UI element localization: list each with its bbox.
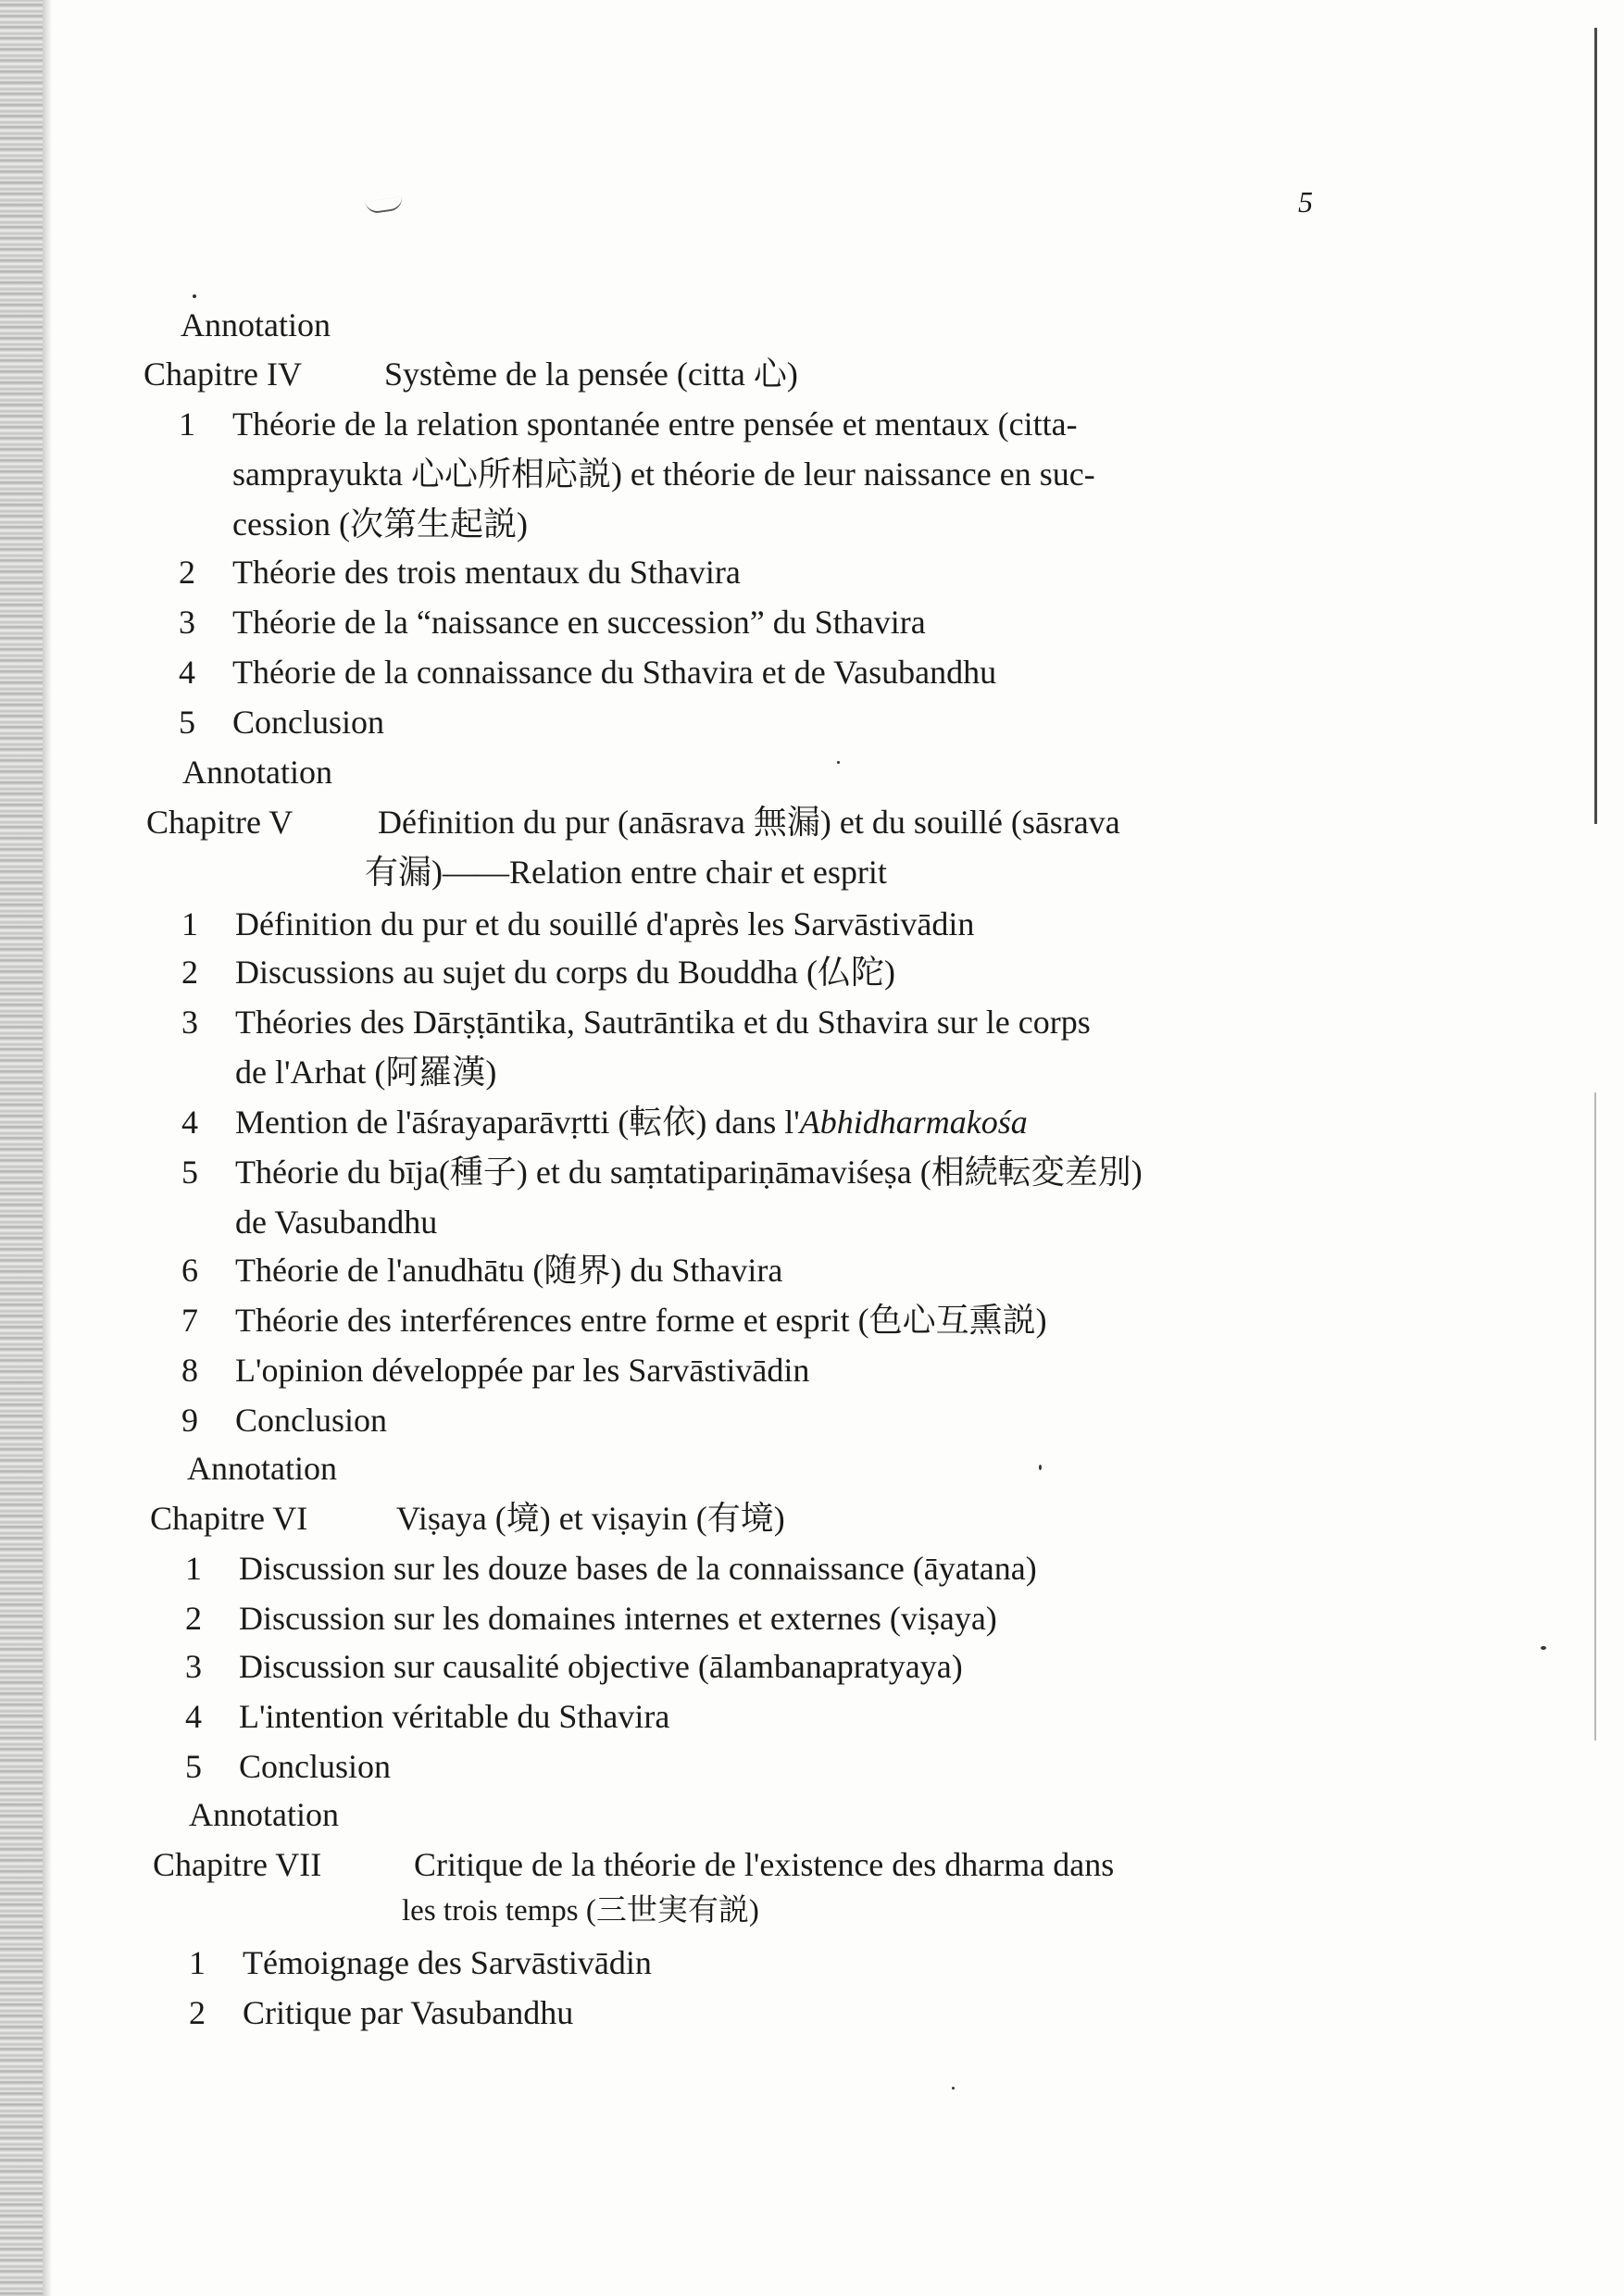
entry-number: 4 [181,1104,198,1141]
chapter-label: Chapitre V [146,804,294,841]
entry-text: Théorie du bīja(種子) et du saṃtatipariṇāmaviśeṣa (相続転変差別) [235,1154,1143,1191]
entry-text: Critique par Vasubandhu [243,1994,574,2031]
chapter-label: Chapitre IV [144,356,302,393]
entry-number: 2 [185,1600,202,1637]
chapter-heading [150,1502,785,1535]
entry-number: 3 [179,604,195,641]
entry-number: 1 [179,406,195,443]
entry-text: Théorie de la connaissance du Sthavira et de Vasubandhu [232,654,997,691]
toc-entry [179,605,926,639]
toc-entry [189,1996,573,2029]
entry-number: 3 [181,1004,198,1041]
annotation-heading: Annotation [182,754,332,791]
entry-text-continuation: cession (次第生起説) [232,505,528,543]
toc-entry [181,1304,1047,1337]
entry-number: 2 [179,554,195,591]
entry-text: Théorie de l'anudhātu (随界) du Sthavira [235,1252,783,1289]
chapter-title: Viṣaya (境) et viṣayin (有境) [396,1500,785,1537]
entry-number: 6 [181,1252,198,1289]
chapter-title-continuation: 有漏)——Relation entre chair et esprit [365,854,887,891]
entry-text: Discussions au sujet du corps du Bouddha (仏陀) [235,954,895,991]
entry-number: 4 [185,1698,202,1735]
toc-entry [181,1155,1143,1189]
entry-text-continuation: samprayukta 心心所相応説) et théorie de leur naissance en suc- [232,455,1095,493]
toc-entry [181,1354,809,1387]
chapter-label: Chapitre VI [150,1500,308,1537]
annotation-heading: Annotation [181,306,331,343]
toc-entry [185,1602,997,1635]
toc-entry [181,907,974,941]
entry-number: 5 [185,1748,202,1785]
annotation-heading: Annotation [189,1796,339,1833]
entry-number: 5 [181,1154,198,1191]
entry-text: Définition du pur et du souillé d'après les Sarvāstivādin [235,905,975,942]
chapter-title: Définition du pur (anāsrava 無漏) et du souillé (sāsrava [378,804,1120,841]
entry-text: Discussion sur les douze bases de la connaissance (āyatana) [239,1550,1037,1587]
toc-entry [179,705,384,739]
entry-number: 5 [179,704,195,741]
annotation-heading: Annotation [187,1450,337,1487]
entry-number: 4 [179,654,195,691]
toc-entry [181,1254,782,1287]
toc-entry [181,1404,387,1437]
chapter-title: Critique de la théorie de l'existence des dharma dans [414,1846,1115,1883]
entry-number: 1 [185,1550,202,1587]
toc-entry [185,1552,1037,1585]
entry-text: Théorie de la relation spontanée entre pensée et mentaux (citta- [232,406,1078,443]
chapter-heading [144,357,798,391]
entry-text: Théories des Dārṣṭāntika, Sautrāntika et du Sthavira sur le corps [235,1004,1091,1041]
entry-number: 2 [189,1994,206,2031]
entry-number: 7 [181,1302,198,1339]
entry-number: 8 [181,1352,198,1389]
entry-number: 2 [181,954,198,991]
chapter-heading [146,805,1120,839]
entry-text: L'intention véritable du Sthavira [239,1698,670,1735]
toc-entry [179,407,1078,441]
page-number: 5 [1298,185,1313,218]
entry-number: 1 [181,905,198,942]
toc-entry [181,955,895,989]
toc-entry [181,1005,1091,1039]
toc-entry [185,1750,391,1783]
entry-text: Théorie de la “naissance en succession” du Sthavira [232,604,926,641]
entry-text: Théorie des interférences entre forme et esprit (色心互熏説) [235,1302,1047,1339]
toc-entry [179,555,741,589]
chapter-heading [153,1848,1114,1881]
toc-entry [179,655,996,689]
entry-text-continuation: de Vasubandhu [235,1204,438,1241]
entry-text: Témoignage des Sarvāstivādin [243,1944,652,1981]
entry-text: Discussion sur causalité objective (ālambanapratyaya) [239,1648,963,1685]
entry-text: Conclusion [239,1748,392,1785]
entry-number: 9 [181,1402,198,1439]
chapter-label: Chapitre VII [153,1846,322,1883]
entry-text: L'opinion développée par les Sarvāstivādin [235,1352,810,1389]
book-title: Abhidharmakośa [799,1104,1028,1141]
entry-text: Conclusion [232,704,385,741]
toc-entry [181,1105,1028,1139]
toc-entry [189,1946,652,1979]
entry-text: Conclusion [235,1402,388,1439]
entry-text: Mention de l'āśrayaparāvṛtti (転依) dans l' [235,1104,800,1141]
toc-entry [185,1650,963,1683]
chapter-title-continuation: les trois temps (三世実有説) [402,1894,759,1928]
entry-text: Discussion sur les domaines internes et externes (viṣaya) [239,1600,997,1637]
toc-entry [185,1700,669,1733]
chapter-title: Système de la pensée (citta 心) [384,356,798,393]
entry-text: Théorie des trois mentaux du Sthavira [232,554,741,591]
entry-number: 3 [185,1648,202,1685]
entry-text-continuation: de l'Arhat (阿羅漢) [235,1054,497,1091]
entry-number: 1 [189,1944,206,1981]
